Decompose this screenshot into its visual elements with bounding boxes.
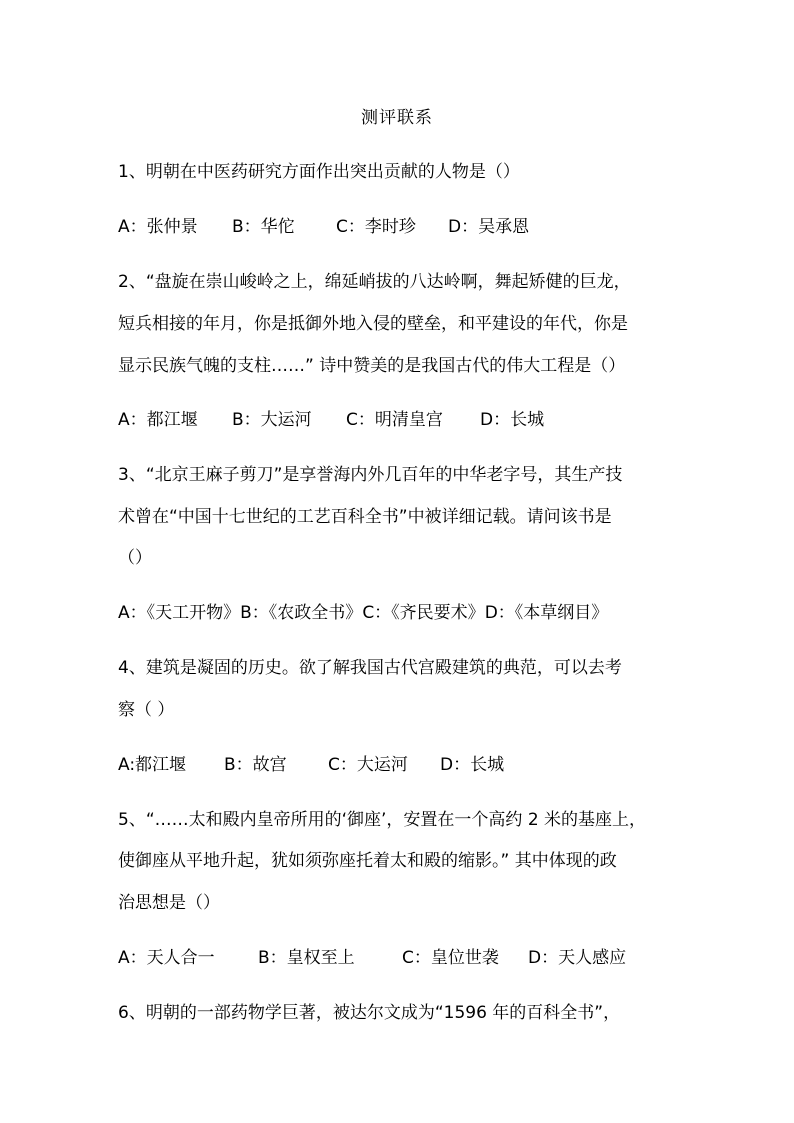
question-4-line-2: 察（ ） xyxy=(118,700,175,720)
document-title: 测评联系 xyxy=(361,108,433,128)
question-3-option-a: A：《天工开物》 xyxy=(118,603,241,623)
question-3-options xyxy=(118,599,698,627)
question-4-line-1: 4、建筑是凝固的历史。欲了解我国古代宫殿建筑的典范，可以去考 xyxy=(118,658,622,678)
question-2-line-3: 显示民族气魄的支柱……” 诗中赞美的是我国古代的伟大工程是（） xyxy=(118,356,626,376)
question-2-option-a: A：都江堰 xyxy=(118,410,198,430)
question-4-option-c: C：大运河 xyxy=(328,755,408,775)
question-6-line-1: 6、明朝的一部药物学巨著，被达尔文成为“1596 年的百科全书”， xyxy=(118,1003,621,1023)
question-2-line-1: 2、“盘旋在崇山峻岭之上，绵延峭拔的八达岭啊，舞起矫健的巨龙， xyxy=(118,272,631,292)
question-2-option-c: C：明清皇宫 xyxy=(346,410,443,430)
question-3-line-2: 术曾在“中国十七世纪的工艺百科全书”中被详细记载。请问该书是 xyxy=(118,507,612,527)
question-1-option-c: C：李时珍 xyxy=(336,217,416,237)
question-5-line-1: 5、“……太和殿内皇帝所用的‘御座’，安置在一个高约 2 米的基座上， xyxy=(118,810,647,830)
question-2-option-b: B：大运河 xyxy=(232,410,312,430)
question-5-option-b: B：皇权至上 xyxy=(258,948,355,968)
question-1-option-b: B：华佗 xyxy=(232,217,295,237)
question-3-line-1: 3、“北京王麻子剪刀”是享誉海内外几百年的中华老字号，其生产技 xyxy=(118,465,623,485)
question-1-option-d: D：吴承恩 xyxy=(448,217,530,237)
question-3-line-3: （） xyxy=(118,548,152,568)
question-3-option-d: D：《本草纲目》 xyxy=(484,603,609,623)
question-2-option-d: D：长城 xyxy=(480,410,545,430)
question-5-option-c: C：皇位世袭 xyxy=(402,948,499,968)
question-3-option-c: C：《齐民要术》 xyxy=(362,603,485,623)
question-3-option-b: B：《农政全书》 xyxy=(240,603,363,623)
question-5-option-d: D：天人感应 xyxy=(528,948,627,968)
question-5-line-2: 使御座从平地升起，犹如须弥座托着太和殿的缩影。” 其中体现的政 xyxy=(118,851,617,871)
question-1-options xyxy=(118,213,698,241)
question-4-options xyxy=(118,751,698,779)
question-4-option-b: B：故宫 xyxy=(224,755,287,775)
question-4-option-a: A:都江堰 xyxy=(118,755,187,775)
question-5-option-a: A：天人合一 xyxy=(118,948,215,968)
question-2-options xyxy=(118,406,698,434)
question-2-line-2: 短兵相接的年月，你是抵御外地入侵的壁垒，和平建设的年代，你是 xyxy=(118,314,628,334)
question-4-option-d: D：长城 xyxy=(440,755,505,775)
question-5-options xyxy=(118,944,698,972)
question-1-line-1: 1、明朝在中医药研究方面作出突出贡献的人物是（） xyxy=(118,162,520,182)
question-5-line-3: 治思想是（） xyxy=(118,893,220,913)
question-1-option-a: A：张仲景 xyxy=(118,217,198,237)
